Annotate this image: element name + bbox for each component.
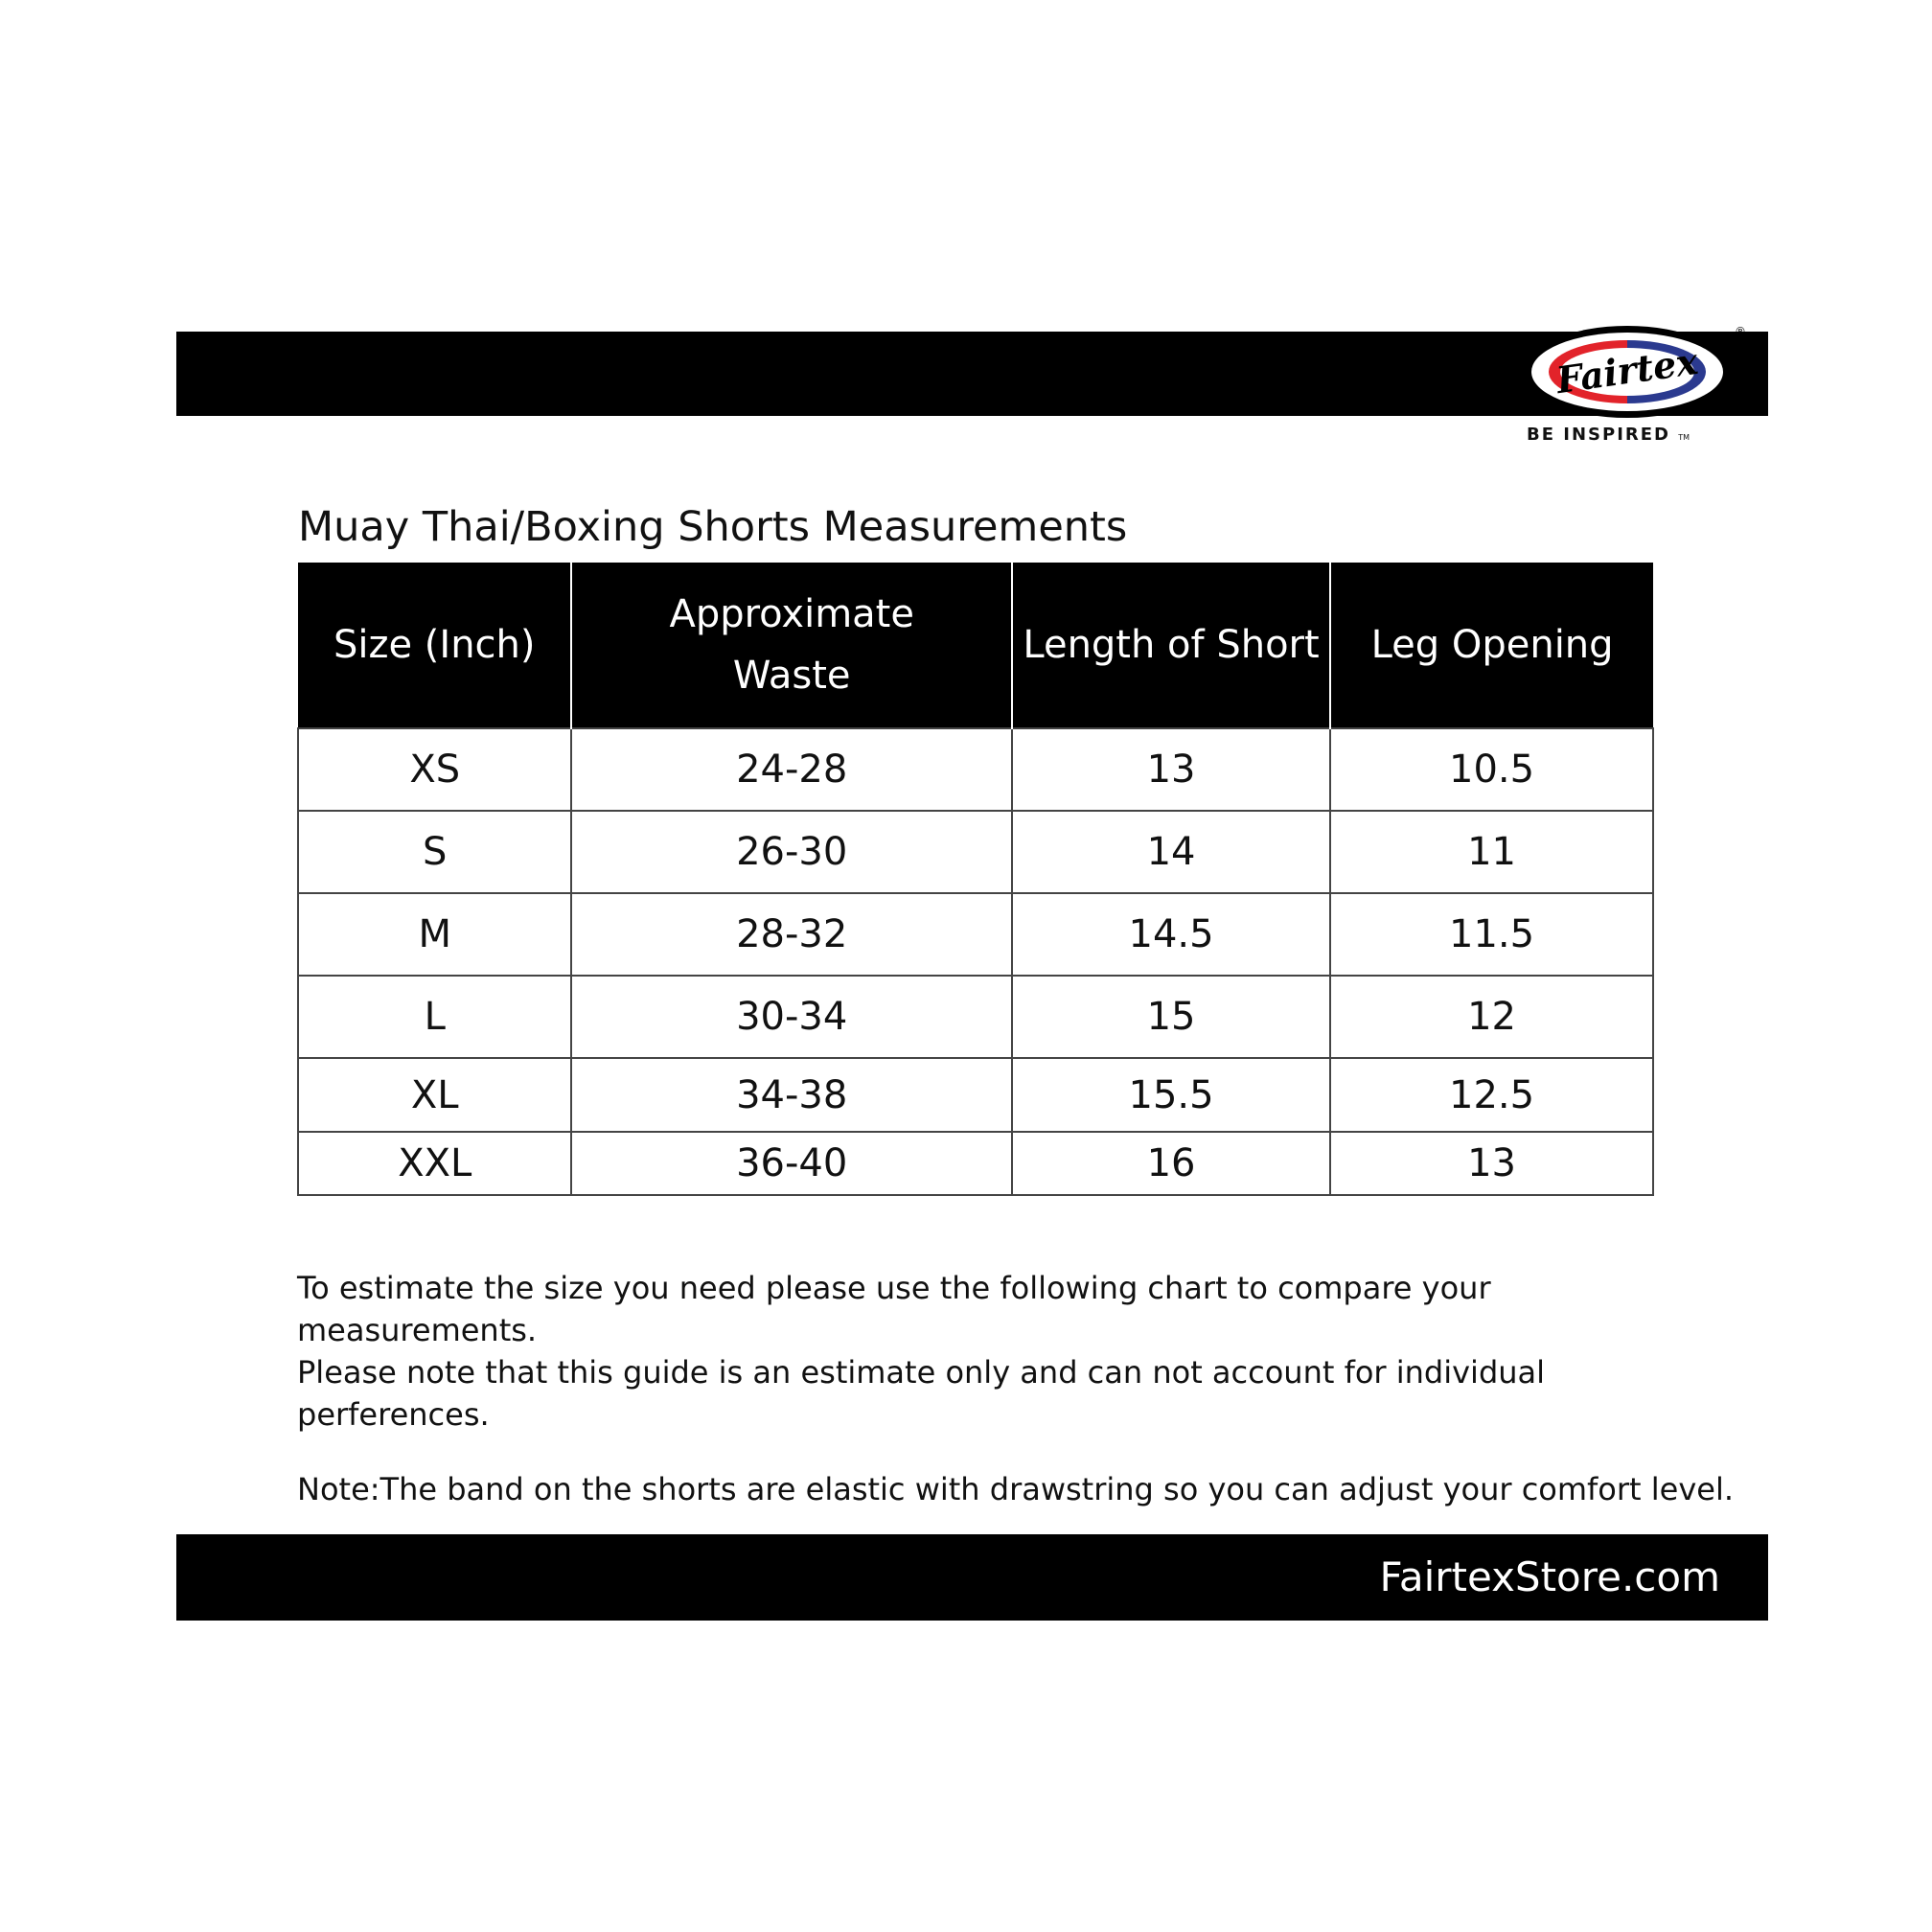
cell-waist: 34-38 <box>571 1058 1011 1132</box>
cell-waist: 30-34 <box>571 976 1011 1058</box>
cell-length: 15 <box>1012 976 1330 1058</box>
table-row <box>298 976 1653 1058</box>
header-waist: Approximate Waste <box>571 563 1011 728</box>
cell-leg-opening: 12 <box>1330 976 1653 1058</box>
note-disclaimer: Please note that this guide is an estimate only and can not account for individual perferences. <box>297 1354 1546 1433</box>
cell-leg-opening: 13 <box>1330 1132 1653 1195</box>
cell-size: XS <box>298 728 571 811</box>
table-row <box>298 1058 1653 1132</box>
cell-size: S <box>298 811 571 893</box>
cell-waist: 24-28 <box>571 728 1011 811</box>
table-row <box>298 728 1653 811</box>
cell-leg-opening: 12.5 <box>1330 1058 1653 1132</box>
cell-size: L <box>298 976 571 1058</box>
cell-waist: 36-40 <box>571 1132 1011 1195</box>
notes-block <box>297 1267 1735 1510</box>
cell-size: XL <box>298 1058 571 1132</box>
page-title: Muay Thai/Boxing Shorts Measurements <box>298 503 1128 551</box>
cell-size: M <box>298 893 571 976</box>
header-size: Size (Inch) <box>298 563 571 728</box>
cell-length: 14.5 <box>1012 893 1330 976</box>
header-length: Length of Short <box>1012 563 1330 728</box>
note-estimate: To estimate the size you need please use the following chart to compare your measurements. <box>297 1270 1491 1348</box>
cell-length: 15.5 <box>1012 1058 1330 1132</box>
table-row <box>298 1132 1653 1195</box>
footer-site-url[interactable]: FairtexStore.com <box>1379 1553 1720 1600</box>
cell-leg-opening: 11.5 <box>1330 893 1653 976</box>
cell-waist: 28-32 <box>571 893 1011 976</box>
logo-wordmark: Fairtex <box>1553 338 1701 402</box>
cell-length: 13 <box>1012 728 1330 811</box>
registered-mark: ® <box>1735 325 1746 338</box>
cell-size: XXL <box>298 1132 571 1195</box>
cell-length: 16 <box>1012 1132 1330 1195</box>
note-elastic-band: Note:The band on the shorts are elastic with drawstring so you can adjust your comfort level. <box>297 1471 1735 1507</box>
brand-tagline <box>1527 425 1690 445</box>
cell-length: 14 <box>1012 811 1330 893</box>
cell-waist: 26-30 <box>571 811 1011 893</box>
cell-leg-opening: 11 <box>1330 811 1653 893</box>
table-row <box>298 893 1653 976</box>
table-header-row <box>298 563 1653 728</box>
tagline-text: BE INSPIRED <box>1527 425 1670 445</box>
trademark-mark: TM <box>1678 433 1690 442</box>
size-chart-table <box>297 563 1654 1196</box>
cell-leg-opening: 10.5 <box>1330 728 1653 811</box>
header-leg-opening: Leg Opening <box>1330 563 1653 728</box>
table-row <box>298 811 1653 893</box>
footer-band <box>176 1534 1768 1621</box>
